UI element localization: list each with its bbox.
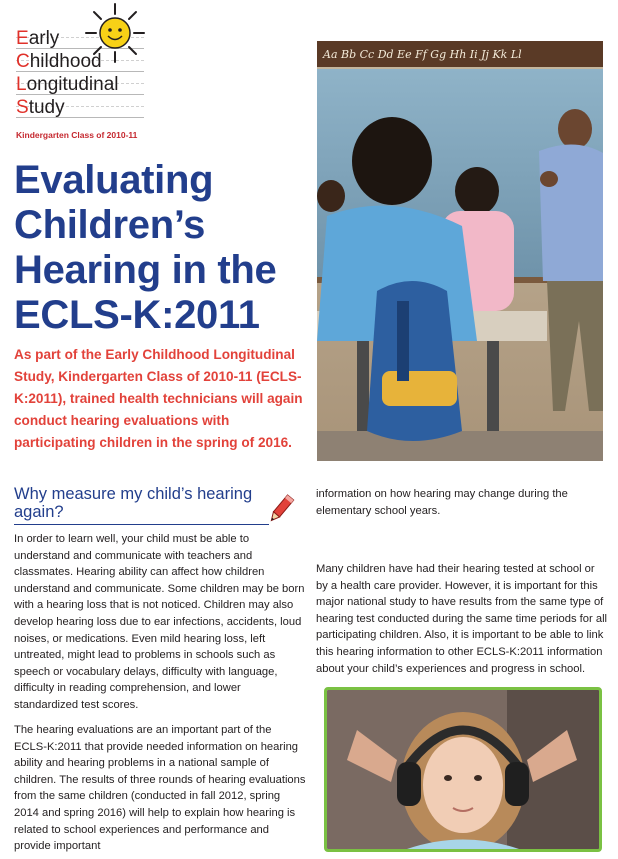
alphabet-strip: Aa Bb Cc Dd Ee Ff Gg Hh Ii Jj Kk Ll bbox=[323, 48, 522, 61]
hearing-test-photo bbox=[324, 687, 602, 852]
body-paragraph-4: Many children have had their hearing tested at school or by a health care provider. However, it is important for this major national study to have results from the same type of hearing test conducted during the same time periods for all participating children. Also, it is important to be able to link this hearing information to other ECLS-K:2011 information about your child’s experiences and progress in school. bbox=[316, 563, 608, 675]
page-title: Evaluating Children’s Hearing in the ECLS-K:2011 bbox=[14, 158, 277, 337]
logo-word-longitudinal: Longitudinal bbox=[16, 74, 119, 95]
classroom-photo bbox=[317, 41, 603, 461]
body-paragraph-3: information on how hearing may change during the elementary school years. bbox=[316, 488, 568, 517]
sun-icon bbox=[80, 2, 150, 66]
section-heading: Why measure my child’s hearing again? bbox=[14, 485, 269, 525]
intro-paragraph: As part of the Early Childhood Longitudinal Study, Kindergarten Class of 2010-11 (ECLS-K:2011), trained health technicians will again conduct hearing evaluations with participating children in the spring of 2016. bbox=[14, 347, 303, 450]
pencil-icon bbox=[266, 492, 296, 526]
logo-subtitle: Kindergarten Class of 2010-11 bbox=[16, 130, 138, 140]
body-paragraph-1: In order to learn well, your child must be able to understand and communicate with teachers and classmates. Hearing ability can affect how children understand and communicate. Some children may be born with a hearing loss that is not noticed. Children may also develop hearing loss due to ear infections, accidents, loud noises, or medications. Even mild hearing loss, left untreated, might lead to problems in schools such as speech or vocabulary delays, difficulty with language, difficulty in reading comprehension, and lower standardized test scores. bbox=[14, 533, 305, 711]
body-paragraph-2: The hearing evaluations are an important part of the ECLS-K:2011 that provide needed information on hearing ability and hearing problems in a national sample of children. The results of three rounds of hearing evaluations from the same children (conducted in fall 2012, spring 2014 and spring 2016) will help to explain how hearing is related to school experiences and performance and provide important bbox=[14, 724, 306, 853]
logo-word-early: Early bbox=[16, 28, 60, 49]
logo-word-study: Study bbox=[16, 97, 65, 118]
ecls-logo bbox=[10, 4, 160, 154]
logo-word-childhood: Childhood bbox=[16, 51, 102, 72]
